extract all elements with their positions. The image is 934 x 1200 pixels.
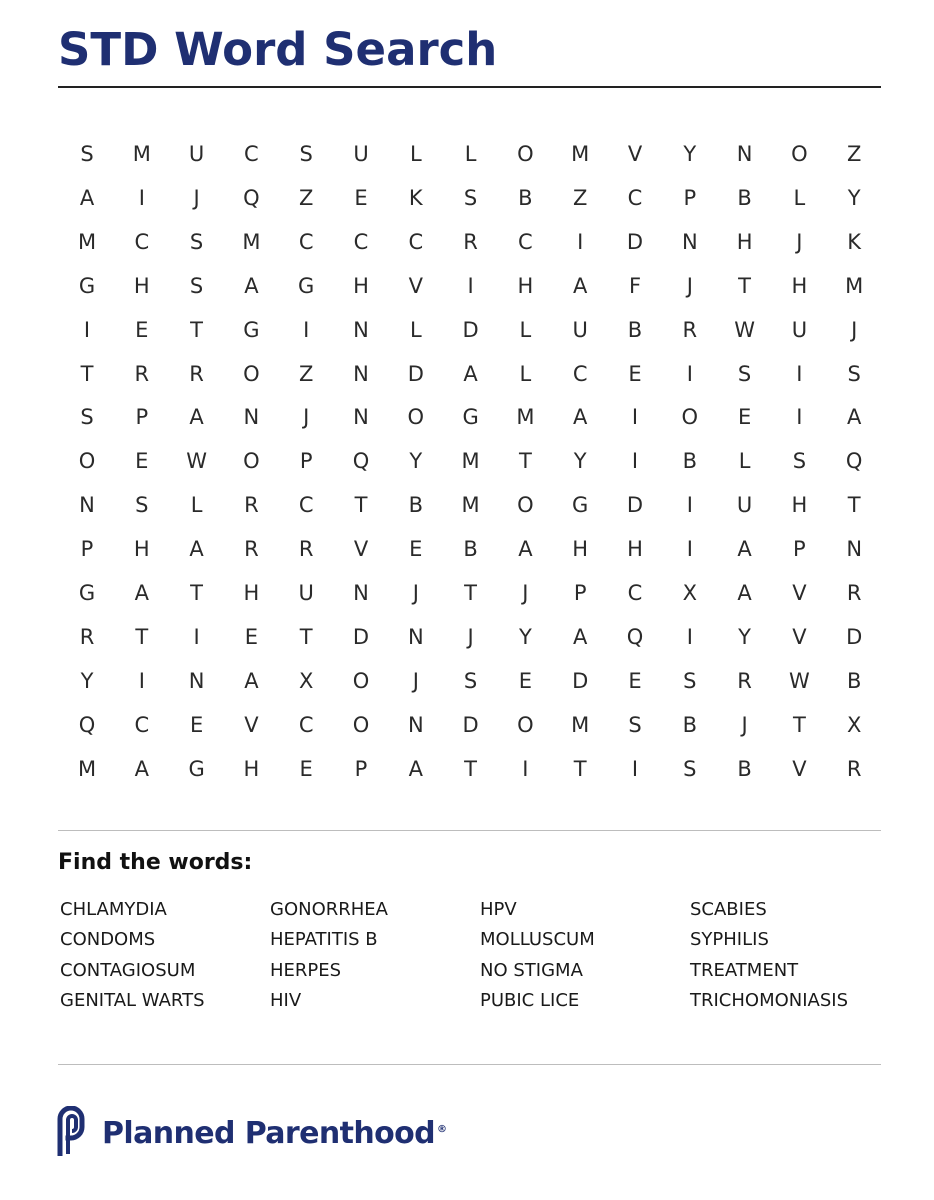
grid-letter: Y <box>573 449 587 474</box>
word-list-item: HEPATITIS B <box>270 929 378 951</box>
grid-letter: E <box>628 668 642 693</box>
grid-letter: F <box>628 273 642 298</box>
grid-letter: E <box>135 317 149 342</box>
grid-letter: S <box>683 756 697 781</box>
grid-letter: C <box>572 361 588 386</box>
grid-letter: Z <box>846 142 862 166</box>
grid-letter: M <box>77 756 97 781</box>
word-list-item: CONTAGIOSUM <box>60 959 196 981</box>
word-list-item: TRICHOMONIASIS <box>690 989 849 1011</box>
grid-letter: A <box>189 405 204 430</box>
grid-letter: Z <box>298 361 314 386</box>
grid-letter: X <box>682 581 697 605</box>
grid-letter: A <box>79 185 95 210</box>
word-list-item: MOLLUSCUM <box>480 929 595 951</box>
grid-letter: I <box>193 624 200 649</box>
grid-letter: A <box>573 405 588 430</box>
grid-letter: D <box>572 668 589 693</box>
grid-letter: R <box>463 229 478 254</box>
grid-letter: U <box>188 142 205 166</box>
grid-letter: R <box>682 317 698 342</box>
grid-letter: H <box>243 581 260 605</box>
grid-letter: H <box>736 229 753 254</box>
grid-letter: T <box>738 273 751 298</box>
grid-letter: E <box>518 668 533 693</box>
grid-letter: C <box>298 229 314 254</box>
grid-letter: S <box>189 229 204 254</box>
grid-letter: B <box>682 449 697 474</box>
grid-letter: T <box>518 449 532 474</box>
grid-letter: R <box>298 537 314 562</box>
word-list-item: CHLAMYDIA <box>60 899 167 920</box>
grid-letter: Y <box>518 624 532 649</box>
grid-letter: O <box>243 449 260 474</box>
grid-letter: L <box>519 361 532 386</box>
grid-letter: I <box>467 273 474 298</box>
grid-letter: I <box>686 361 693 386</box>
grid-letter: U <box>736 493 753 518</box>
grid-letter: O <box>352 668 370 693</box>
grid-letter: V <box>353 537 369 562</box>
grid-letter: E <box>135 449 149 474</box>
grid-letter: O <box>517 712 534 737</box>
grid-letter: J <box>412 581 419 605</box>
grid-letter: E <box>244 624 259 649</box>
grid-letter: L <box>738 449 751 474</box>
grid-letter: B <box>408 493 423 518</box>
grid-letter: R <box>134 361 150 386</box>
grid-letter: O <box>243 361 260 386</box>
grid-letter: N <box>243 405 260 430</box>
grid-letter: Z <box>298 185 314 210</box>
grid-letter: N <box>353 361 369 386</box>
grid-letter: Q <box>352 449 370 474</box>
find-words-heading: Find the words: <box>58 850 253 875</box>
grid-letter: E <box>299 756 313 781</box>
grid-letter: V <box>408 273 423 298</box>
grid-letter: M <box>461 493 480 518</box>
grid-letter: I <box>522 756 529 781</box>
grid-letter: L <box>519 317 532 342</box>
grid-letter: H <box>791 273 808 298</box>
grid-letter: I <box>796 405 803 430</box>
grid-letter: A <box>134 581 149 605</box>
grid-letter: K <box>408 185 423 210</box>
grid-letter: A <box>244 668 259 693</box>
grid-letter: L <box>464 142 477 166</box>
grid-letter: M <box>461 449 480 474</box>
grid-letter: S <box>628 712 642 737</box>
grid-letter: P <box>683 185 697 210</box>
grid-letter: D <box>407 361 424 386</box>
grid-letter: I <box>83 317 91 342</box>
grid-letter: T <box>299 624 313 649</box>
grid-letter: I <box>686 624 693 649</box>
grid-letter: R <box>189 361 204 386</box>
grid-letter: T <box>464 581 477 605</box>
word-list-item: SCABIES <box>690 899 767 920</box>
grid-letter: Y <box>683 142 697 166</box>
grid-letter: J <box>796 229 803 254</box>
grid-letter: T <box>464 756 477 781</box>
grid-letter: S <box>189 273 204 298</box>
grid-letter: H <box>572 537 589 562</box>
grid-letter: Q <box>845 449 863 474</box>
grid-letter: D <box>462 712 479 737</box>
word-list-item: HERPES <box>270 959 342 981</box>
grid-letter: E <box>354 185 368 210</box>
grid-letter: D <box>462 317 479 342</box>
grid-letter: M <box>242 229 261 254</box>
grid-letter: I <box>796 361 803 386</box>
grid-letter: U <box>353 142 369 166</box>
grid-letter: R <box>79 624 95 649</box>
title-divider <box>58 86 881 88</box>
grid-letter: H <box>627 537 643 562</box>
grid-letter: B <box>846 668 862 693</box>
grid-letter: S <box>683 668 697 693</box>
grid-letter: U <box>791 317 808 342</box>
grid-letter: M <box>571 712 590 737</box>
grid-letter: V <box>244 712 259 737</box>
grid-letter: B <box>627 317 643 342</box>
grid-letter: N <box>846 537 863 562</box>
grid-letter: S <box>80 142 94 166</box>
grid-letter: C <box>408 229 424 254</box>
grid-letter: C <box>134 229 150 254</box>
grid-letter: R <box>846 581 862 605</box>
grid-letter: T <box>135 624 149 649</box>
grid-letter: Y <box>847 185 861 210</box>
grid-letter: T <box>80 361 94 386</box>
grid-letter: E <box>737 405 752 430</box>
grid-letter: I <box>631 449 639 474</box>
grid-letter: P <box>299 449 313 474</box>
grid-letter: N <box>353 405 369 430</box>
grid-letter: T <box>190 581 203 605</box>
grid-letter: I <box>631 756 639 781</box>
grid-letter: V <box>792 756 807 781</box>
grid-letter: H <box>791 493 808 518</box>
grid-letter: J <box>193 185 200 210</box>
grid-letter: E <box>189 712 204 737</box>
grid-letter: C <box>627 581 643 605</box>
grid-letter: D <box>352 624 370 649</box>
grid-letter: L <box>409 142 422 166</box>
grid-letter: M <box>845 273 864 298</box>
grid-letter: E <box>628 361 642 386</box>
word-list-item: HPV <box>480 899 517 920</box>
grid-letter: A <box>737 581 752 605</box>
grid-letter: L <box>793 185 806 210</box>
grid-letter: G <box>298 273 315 298</box>
grid-letter: A <box>134 756 149 781</box>
grid-letter: S <box>80 405 94 430</box>
grid-letter: R <box>244 537 259 562</box>
grid-letter: T <box>847 493 861 518</box>
grid-letter: C <box>298 712 314 737</box>
grid-letter: Y <box>738 624 751 649</box>
grid-letter: A <box>244 273 259 298</box>
logo-text: Planned Parenthood ® <box>102 1116 447 1151</box>
grid-letter: S <box>847 361 861 386</box>
grid-letter: W <box>789 668 810 693</box>
grid-letter: C <box>134 712 150 737</box>
grid-letter: A <box>463 361 478 386</box>
word-list-item: TREATMENT <box>690 959 799 981</box>
grid-letter: N <box>407 624 424 649</box>
word-list-item: HIV <box>270 989 302 1011</box>
grid-letter: C <box>627 185 643 210</box>
grid-letter: M <box>516 405 535 430</box>
grid-letter: V <box>792 624 807 649</box>
grid-letter: T <box>573 756 587 781</box>
grid-letter: I <box>686 537 693 562</box>
grid-letter: G <box>188 756 205 781</box>
grid-letter: A <box>737 537 752 562</box>
grid-letter: A <box>573 273 588 298</box>
grid-letter: C <box>244 142 259 166</box>
grid-letter: T <box>190 317 203 342</box>
grid-letter: J <box>741 712 748 737</box>
grid-letter: O <box>681 405 699 430</box>
grid-letter: U <box>572 317 588 342</box>
grid-letter: O <box>407 405 425 430</box>
grid-letter: M <box>77 229 97 254</box>
grid-letter: S <box>135 493 149 518</box>
grid-letter: E <box>409 537 423 562</box>
grid-letter: N <box>681 229 698 254</box>
grid-letter: L <box>190 493 203 518</box>
grid-letter: T <box>792 712 806 737</box>
grid-letter: D <box>626 229 644 254</box>
grid-letter: J <box>522 581 529 605</box>
grid-letter: H <box>517 273 534 298</box>
word-list-item: SYPHILIS <box>690 929 769 951</box>
grid-letter: C <box>353 229 369 254</box>
grid-letter: J <box>467 624 474 649</box>
word-list-item: CONDOMS <box>60 929 156 951</box>
grid-letter: D <box>846 624 863 649</box>
grid-letter: M <box>132 142 151 166</box>
grid-letter: V <box>792 581 807 605</box>
grid-letter: H <box>133 537 150 562</box>
grid-letter: K <box>847 229 862 254</box>
grid-letter: D <box>626 493 644 518</box>
grid-letter: P <box>354 756 368 781</box>
grid-letter: R <box>244 493 259 518</box>
grid-letter: J <box>851 317 858 342</box>
grid-letter: I <box>138 668 145 693</box>
grid-letter: N <box>407 712 424 737</box>
grid-letter: I <box>686 493 693 518</box>
grid-letter: N <box>79 493 95 518</box>
grid-letter: Q <box>626 624 644 649</box>
grid-letter: U <box>298 581 314 605</box>
grid-divider <box>58 830 881 831</box>
word-list-item: PUBIC LICE <box>480 989 580 1011</box>
grid-letter: G <box>243 317 260 342</box>
grid-letter: S <box>463 185 478 210</box>
grid-letter: Y <box>80 668 94 693</box>
planned-parenthood-p-icon <box>56 1106 96 1156</box>
grid-letter: Y <box>409 449 423 474</box>
grid-letter: O <box>517 493 534 518</box>
grid-letter: S <box>737 361 752 386</box>
grid-letter: C <box>298 493 314 518</box>
word-list-item: GENITAL WARTS <box>60 989 205 1011</box>
grid-letter: V <box>627 142 643 166</box>
grid-letter: J <box>412 668 419 693</box>
grid-letter: R <box>737 668 752 693</box>
grid-letter: H <box>133 273 150 298</box>
grid-letter: G <box>78 273 96 298</box>
grid-letter: T <box>354 493 368 518</box>
grid-letter: Q <box>243 185 260 210</box>
grid-letter: P <box>80 537 94 562</box>
grid-letter: N <box>188 668 205 693</box>
grid-letter: Q <box>78 712 96 737</box>
grid-letter: A <box>847 405 862 430</box>
grid-letter: X <box>298 668 314 693</box>
grid-letter: O <box>517 142 534 166</box>
grid-letter: P <box>135 405 149 430</box>
grid-letter: G <box>572 493 589 518</box>
grid-letter: B <box>737 756 752 781</box>
grid-letter: N <box>353 581 369 605</box>
word-list-item: NO STIGMA <box>480 959 583 981</box>
grid-letter: G <box>78 581 96 605</box>
grid-letter: W <box>186 449 207 474</box>
grid-letter: C <box>518 229 533 254</box>
grid-letter: G <box>462 405 479 430</box>
grid-letter: B <box>463 537 478 562</box>
grid-letter: P <box>793 537 806 562</box>
grid-letter: O <box>352 712 370 737</box>
grid-letter: O <box>78 449 96 474</box>
grid-letter: A <box>189 537 204 562</box>
grid-letter: A <box>518 537 533 562</box>
page-title: STD Word Search <box>58 23 498 76</box>
grid-letter: B <box>682 712 697 737</box>
grid-letter: R <box>846 756 862 781</box>
footer-divider <box>58 1064 881 1065</box>
grid-letter: I <box>138 185 145 210</box>
grid-letter: X <box>846 712 862 737</box>
grid-letter: I <box>631 405 639 430</box>
grid-letter: O <box>791 142 808 166</box>
grid-letter: M <box>571 142 590 166</box>
grid-letter: P <box>573 581 587 605</box>
grid-letter: H <box>353 273 369 298</box>
grid-letter: I <box>303 317 310 342</box>
grid-letter: H <box>243 756 260 781</box>
grid-letter: I <box>577 229 584 254</box>
grid-letter: B <box>518 185 533 210</box>
grid-letter: A <box>408 756 423 781</box>
word-list-item: GONORRHEA <box>270 899 388 920</box>
grid-letter: S <box>299 142 313 166</box>
grid-letter: N <box>353 317 369 342</box>
grid-letter: S <box>792 449 807 474</box>
grid-letter: J <box>686 273 693 298</box>
grid-letter: S <box>463 668 478 693</box>
grid-letter: L <box>409 317 422 342</box>
grid-letter: N <box>736 142 753 166</box>
grid-letter: Z <box>572 185 588 210</box>
grid-letter: J <box>303 405 310 430</box>
grid-letter: W <box>734 317 755 342</box>
grid-letter: B <box>737 185 752 210</box>
grid-letter: A <box>573 624 588 649</box>
